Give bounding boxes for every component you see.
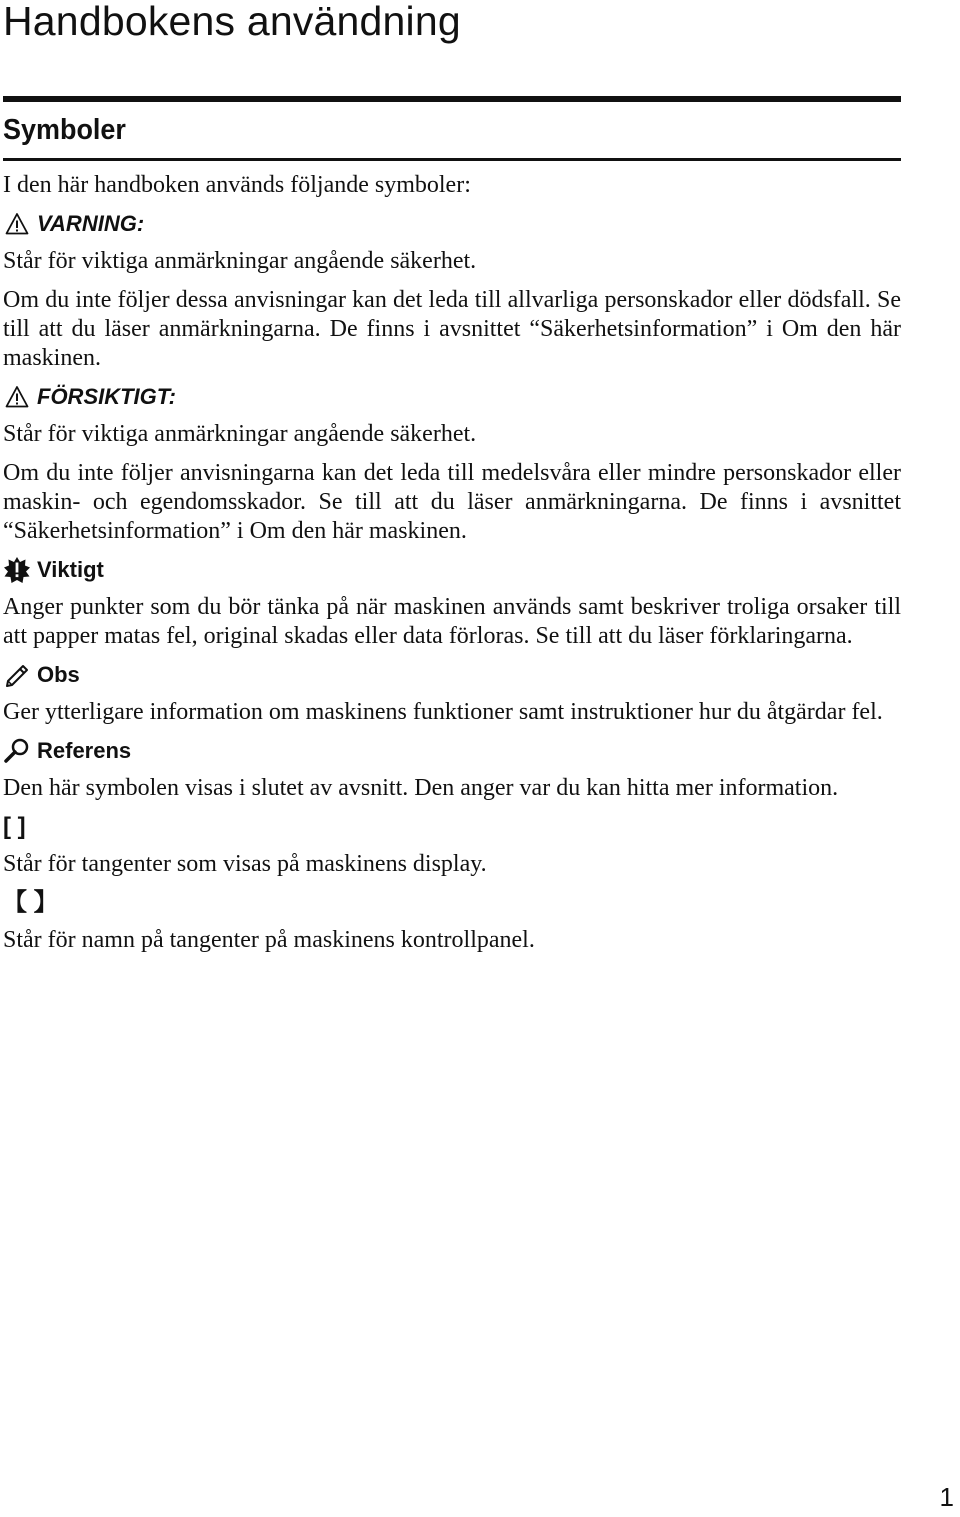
display-keys-text: Står för tangenter som visas på maskinens display. [3,851,487,877]
panel-key-symbol: 【 】 [3,889,58,916]
page-number: 1 [939,1482,954,1512]
important-label: Viktigt [37,557,104,582]
pencil-icon [3,661,31,689]
warning-heading [3,210,901,238]
reference-text: Den här symbolen visas i slutet av avsnitt. Den anger var du kan hitta mer information. [3,775,839,801]
panel-keys-text: Står för namn på tangenter på maskinens kontrollpanel. [3,927,535,953]
warning-text-2: Om du inte följer dessa anvisningar kan det leda till allvarliga personskador eller dödsfall. Se till att du läser anmärkningarna. De finns i avsnittet “Säkerhetsinformation” i Om den här maskinen. [3,287,901,371]
note-label: Obs [37,662,80,687]
important-burst-icon [3,556,31,584]
note-text: Ger ytterligare information om maskinens funktioner samt instruktioner hur du åtgärdar fel. [3,699,883,725]
warning-text-1: Står för viktiga anmärkningar angående säkerhet. [3,248,477,274]
display-keys-heading [3,813,901,841]
section-title: Symboler [3,114,126,146]
important-text: Anger punkter som du bör tänka på när maskinen används samt beskriver troliga orsaker till att papper matas fel, original skadas eller data förloras. Se till att du läser förklaringarna. [3,594,901,649]
panel-keys-heading [3,889,901,917]
caution-heading [3,383,901,411]
warning-triangle-icon [3,383,31,411]
section-rule-top [3,96,901,102]
warning-label: VARNING: [37,211,145,236]
caution-text-1: Står för viktiga anmärkningar angående säkerhet. [3,421,477,447]
display-key-symbol: [ ] [3,813,26,840]
reference-label: Referens [37,738,132,763]
reference-heading [3,737,901,765]
page-title: Handbokens användning [3,0,461,44]
caution-text-2: Om du inte följer anvisningarna kan det leda till medelsvåra eller mindre personskador eller maskin- och egendomsskador. Se till att du läser anmärkningarna. De finns i avsnittet “Säkerhetsinformation” i Om den här maskinen. [3,460,901,544]
section-rule-bottom [3,158,901,161]
warning-triangle-icon [3,210,31,238]
intro-text: I den här handboken används följande symboler: [3,172,471,198]
note-heading [3,661,901,689]
content-body [3,171,901,955]
important-heading [3,556,901,584]
caution-label: FÖRSIKTIGT: [37,384,176,409]
magnifier-icon [3,737,31,765]
